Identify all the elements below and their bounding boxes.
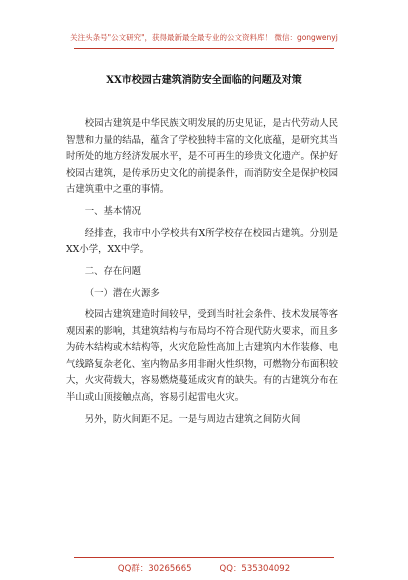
fire-sources-paragraph: 校园古建筑建造时间较早，受到当时社会条件、技术发展等客观因素的影响，其建筑结构与布局均不符合现代防火要求，而且多为砖木结构或木结构等，火灾危险性高加上古建筑内木作装修、电气线路复杂老化、室内物品多用非耐火性织物，可燃物分布面积较大，火灾荷载大，容易燃烧蔓延成灾育的缺失。有的古建筑分布在半山或山顶接触点高，容易引起雷电火灾。	[66, 309, 338, 403]
document-title: XX市校园古建筑消防安全面临的问题及对策	[106, 75, 302, 86]
footer-qq-group: QQ群：30265665	[117, 564, 192, 574]
footer-qq: QQ：535304092	[219, 564, 291, 574]
header-divider	[74, 48, 334, 49]
fire-spacing-paragraph: 另外，防火间距不足。一是与周边古建筑之间防火间	[84, 413, 301, 425]
basic-info-paragraph: 经排查，我市中小学校共有X所学校存在校园古建筑。分别是XX小学，XX中学。	[66, 227, 338, 255]
footer-divider	[74, 557, 334, 558]
section-heading-problems: 二、存在问题	[84, 266, 142, 277]
page-header	[0, 0, 408, 52]
document-body	[66, 116, 338, 434]
footer-contact	[0, 562, 408, 574]
page-footer	[0, 553, 408, 575]
intro-paragraph: 校园古建筑是中华民族文明发展的历史见证，是古代劳动人民智慧和力量的结晶，蕴含了学校独特丰富的文化底蕴，是研究其当时所处的地方经济发展水平，是不可再生的珍贵文化遗产。保护好校园古建筑，是传承历史文化的前提条件，而消防安全是保护校园古建筑重中之重的事情。	[66, 118, 338, 195]
section-heading-basic: 一、基本情况	[84, 206, 142, 217]
header-promo-text: 关注头条号"公文研究"，获得最新最全最专业的公文资料库！ 微信：gongwenyj	[70, 33, 338, 42]
subsection-heading-fire-sources: （一）潜在火源多	[84, 287, 160, 299]
